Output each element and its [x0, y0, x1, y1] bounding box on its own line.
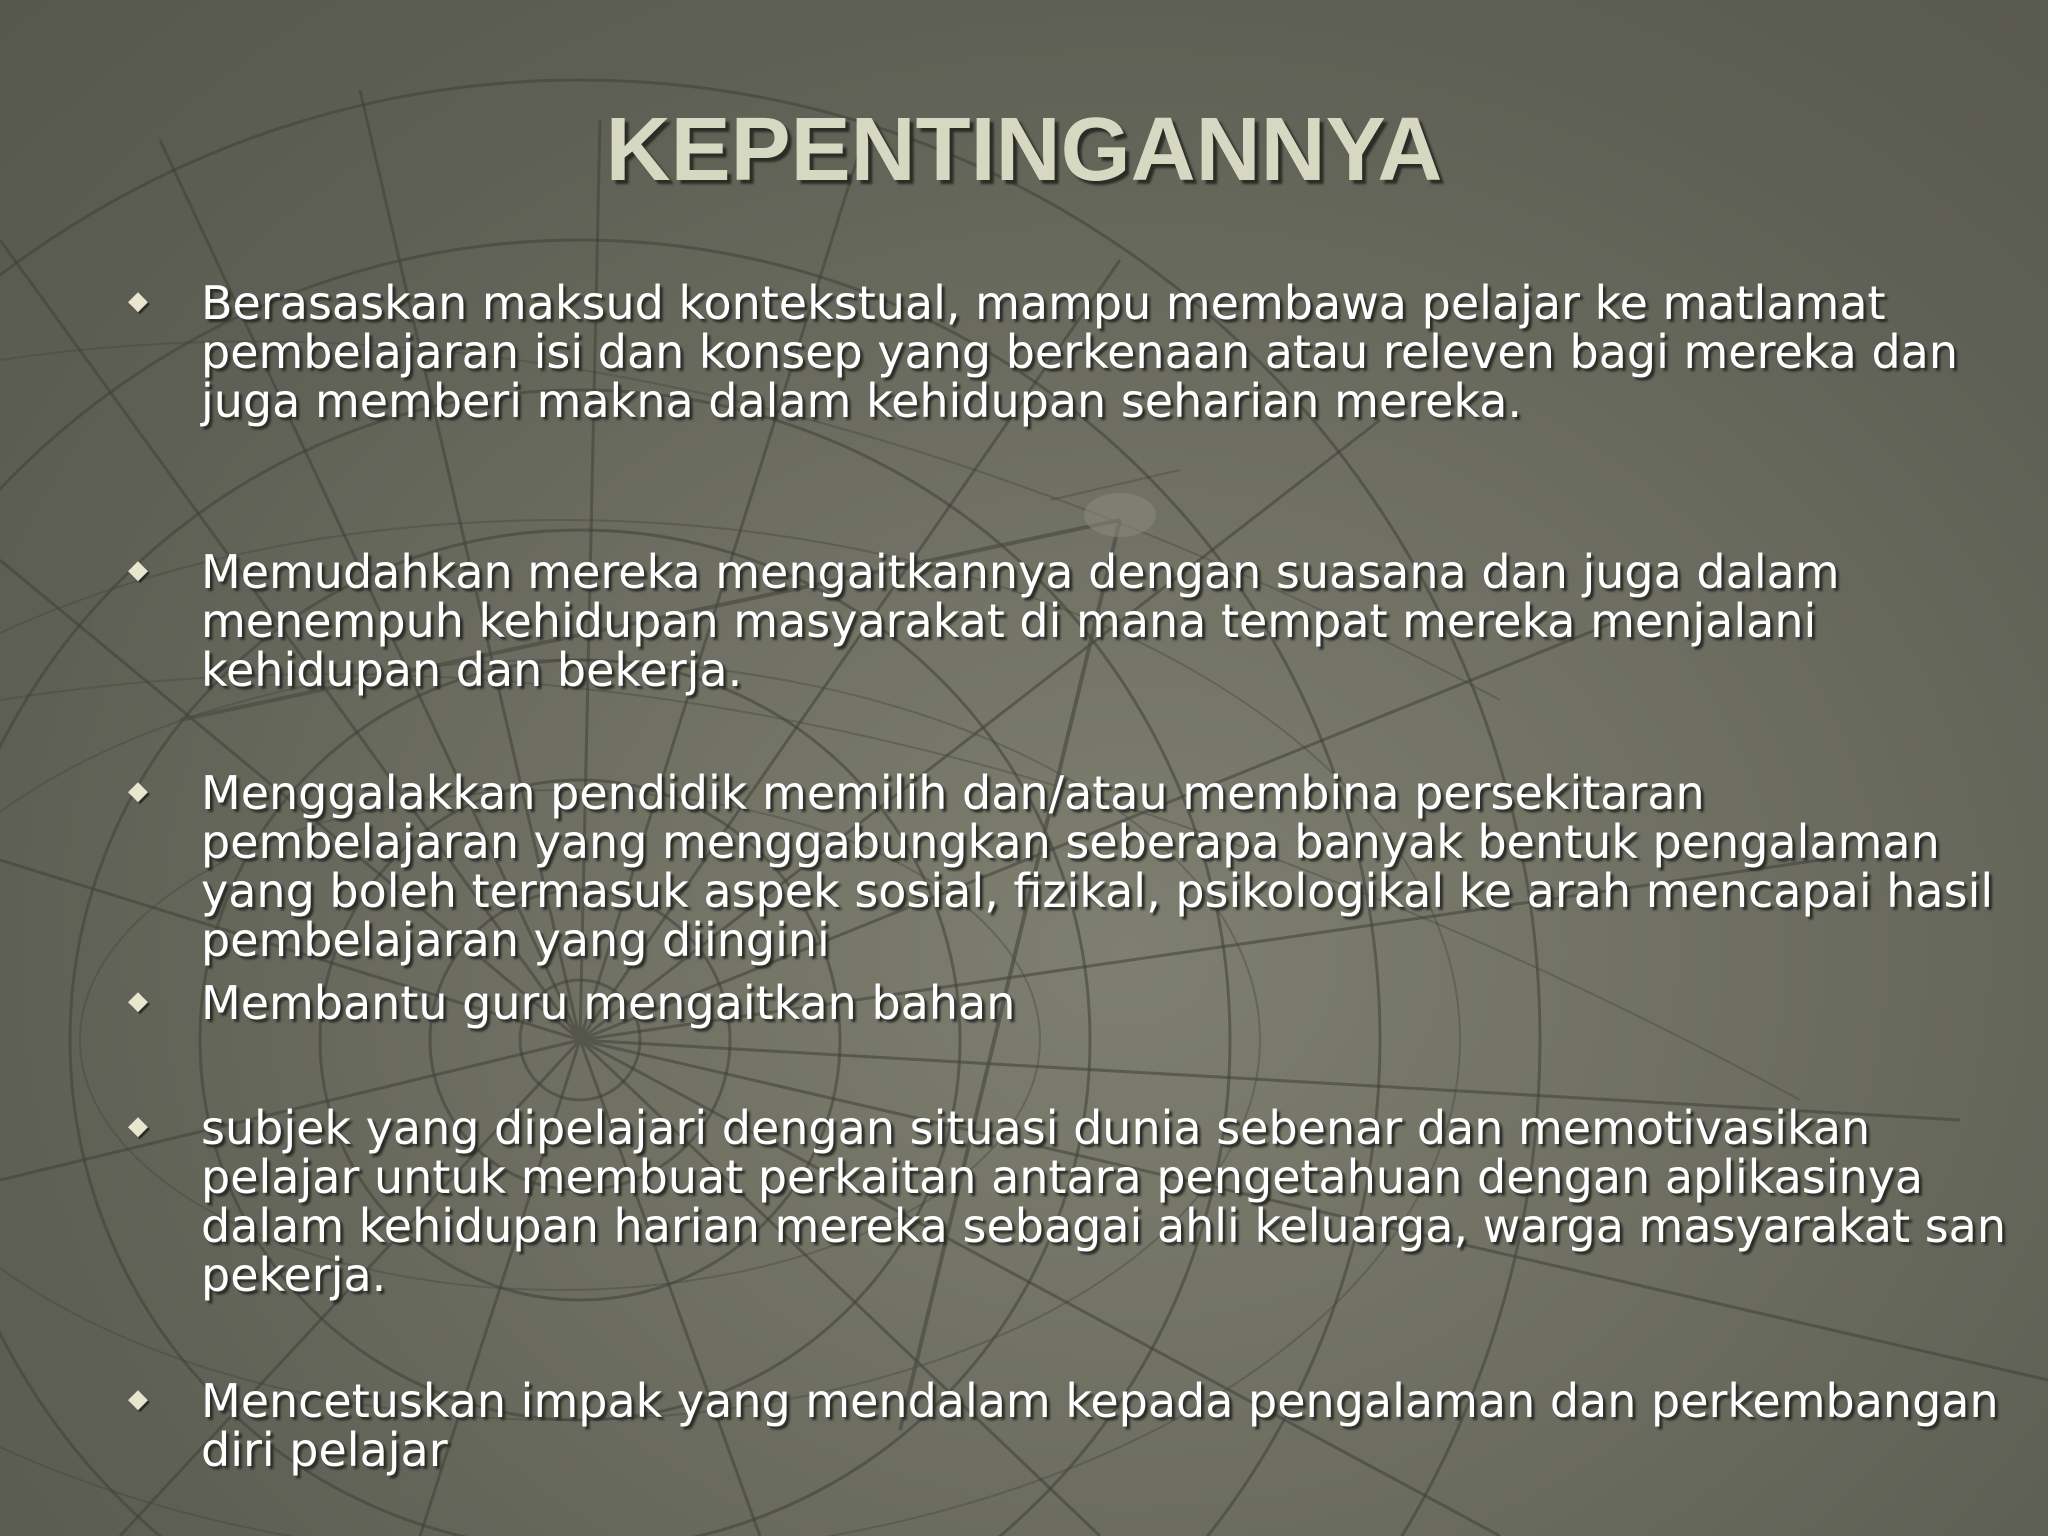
slide-title: KEPENTINGANNYA [605, 100, 1443, 200]
bullet-text: subjek yang dipelajari dengan situasi dunia sebenar dan memotivasikan pelajar untuk membuat perkaitan antara pengetahuan dengan aplikasinya dalam kehidupan harian mereka sebagai ahli keluarga, warga masyarakat san pekerja. [201, 1101, 2007, 1302]
diamond-bullet-icon: ◆ [128, 776, 148, 806]
bullet-text: Menggalakkan pendidik memilih dan/atau membina persekitaran pembelajaran yang menggabungkan seberapa banyak bentuk pengalaman yang boleh termasuk aspek sosial, fizikal, psikologikal ke arah mencapai hasil pembelajaran yang diingini [201, 766, 1994, 967]
bullet-text: Membantu guru mengaitkan bahan [201, 976, 1016, 1030]
diamond-bullet-icon: ◆ [128, 1111, 148, 1141]
diamond-bullet-icon: ◆ [128, 286, 148, 316]
bullet-text: Memudahkan mereka mengaitkannya dengan suasana dan juga dalam menempuh kehidupan masyarakat di mana tempat mereka menjalani kehidupan dan bekerja. [201, 545, 1840, 697]
diamond-bullet-icon: ◆ [128, 555, 148, 585]
diamond-bullet-icon: ◆ [128, 986, 148, 1016]
bullet-text: Berasaskan maksud kontekstual, mampu membawa pelajar ke matlamat pembelajaran isi dan konsep yang berkenaan atau releven bagi mereka dan juga memberi makna dalam kehidupan seharian mereka. [201, 276, 1958, 428]
diamond-bullet-icon: ◆ [128, 1384, 148, 1414]
bullet-text: Mencetuskan impak yang mendalam kepada pengalaman dan perkembangan diri pelajar [201, 1374, 1999, 1477]
